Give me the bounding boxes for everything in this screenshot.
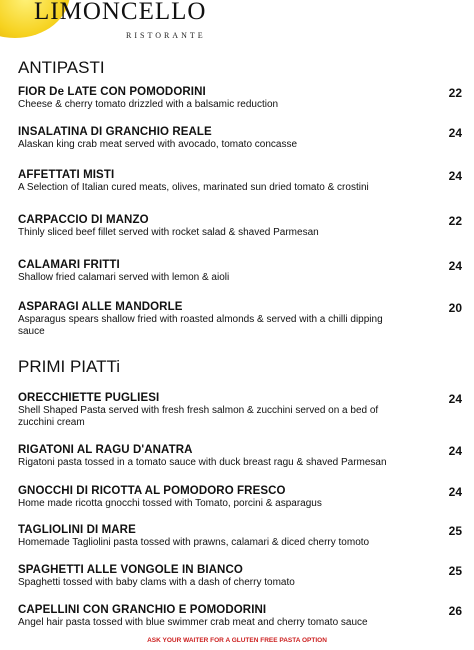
menu-item-description: Homemade Tagliolini pasta tossed with prawns, calamari & diced cherry tomoto [18, 537, 370, 548]
menu-item-name: FIOR De LATE CON POMODORINI [18, 86, 206, 98]
menu-item-price: 24 [448, 444, 462, 458]
menu-item-price: 20 [448, 301, 462, 315]
menu-item-price: 24 [448, 126, 462, 140]
menu-item-description: Thinly sliced beef fillet served with rocket salad & shaved Parmesan [18, 227, 319, 238]
menu-item [18, 86, 462, 111]
menu-item [18, 392, 462, 429]
menu-item-name: CARPACCIO DI MANZO [18, 214, 149, 226]
menu-item [18, 604, 462, 629]
menu-item-price: 24 [448, 485, 462, 499]
menu-item-price: 26 [448, 604, 462, 618]
menu-item-name: GNOCCHI DI RICOTTA AL POMODORO FRESCO [18, 485, 286, 497]
section-title-antipasti: ANTIPASTI [18, 58, 105, 77]
restaurant-subtitle: RISTORANTE [126, 31, 206, 40]
menu-item-name: AFFETTATI MISTI [18, 169, 115, 181]
menu-item [18, 169, 462, 194]
menu-item-price: 25 [448, 564, 462, 578]
menu-item [18, 259, 462, 284]
menu-item-description: Angel hair pasta tossed with blue swimmer crab meat and cherry tomato sauce [18, 617, 368, 628]
menu-item-price: 24 [448, 392, 462, 406]
menu-item-price: 24 [448, 259, 462, 273]
menu-item-name: ASPARAGI ALLE MANDORLE [18, 301, 183, 313]
menu-item-price: 22 [448, 214, 462, 228]
menu-item-description: Shell Shaped Pasta served with fresh fresh salmon & zucchini served on a bed of zucchini cream [18, 405, 379, 428]
menu-item-name: SPAGHETTI ALLE VONGOLE IN BIANCO [18, 564, 243, 576]
menu-item [18, 564, 462, 589]
menu-item-description: Home made ricotta gnocchi tossed with Tomato, porcini & asparagus [18, 498, 322, 509]
menu-item-description: Asparagus spears shallow fried with roasted almonds & served with a chilli dipping sauce [18, 314, 383, 337]
menu-item-description: Spaghetti tossed with baby clams with a dash of cherry tomato [18, 577, 295, 588]
restaurant-name: LIMONCELLO [34, 0, 207, 25]
menu-item [18, 524, 462, 549]
menu-item-description: A Selection of Italian cured meats, olives, marinated sun dried tomato & crostini [18, 182, 369, 193]
menu-item-price: 24 [448, 169, 462, 183]
menu-item-price: 25 [448, 524, 462, 538]
menu-item-description: Cheese & cherry tomato drizzled with a balsamic reduction [18, 99, 279, 110]
menu-item-name: TAGLIOLINI DI MARE [18, 524, 136, 536]
section-title-primi-piatti: PRIMI PIATTi [18, 357, 120, 376]
menu-item [18, 444, 462, 469]
menu-item [18, 301, 462, 338]
menu-item-name: CAPELLINI CON GRANCHIO E POMODORINI [18, 604, 267, 616]
menu-item-name: CALAMARI FRITTI [18, 259, 120, 271]
menu-item-description: Alaskan king crab meat served with avocado, tomato concasse [18, 139, 298, 150]
menu-item-description: Shallow fried calamari served with lemon & aioli [18, 272, 230, 283]
gluten-free-note: ASK YOUR WAITER FOR A GLUTEN FREE PASTA OPTION [147, 637, 327, 644]
menu-item [18, 485, 462, 510]
menu-item-name: INSALATINA DI GRANCHIO REALE [18, 126, 212, 138]
menu-item-price: 22 [448, 86, 462, 100]
menu-item-description: Rigatoni pasta tossed in a tomato sauce with duck breast ragu & shaved Parmesan [18, 457, 387, 468]
menu-item-name: RIGATONI AL RAGU D'ANATRA [18, 444, 193, 456]
menu-item [18, 126, 462, 151]
menu-item [18, 214, 462, 239]
menu-item-name: ORECCHIETTE PUGLIESI [18, 392, 160, 404]
